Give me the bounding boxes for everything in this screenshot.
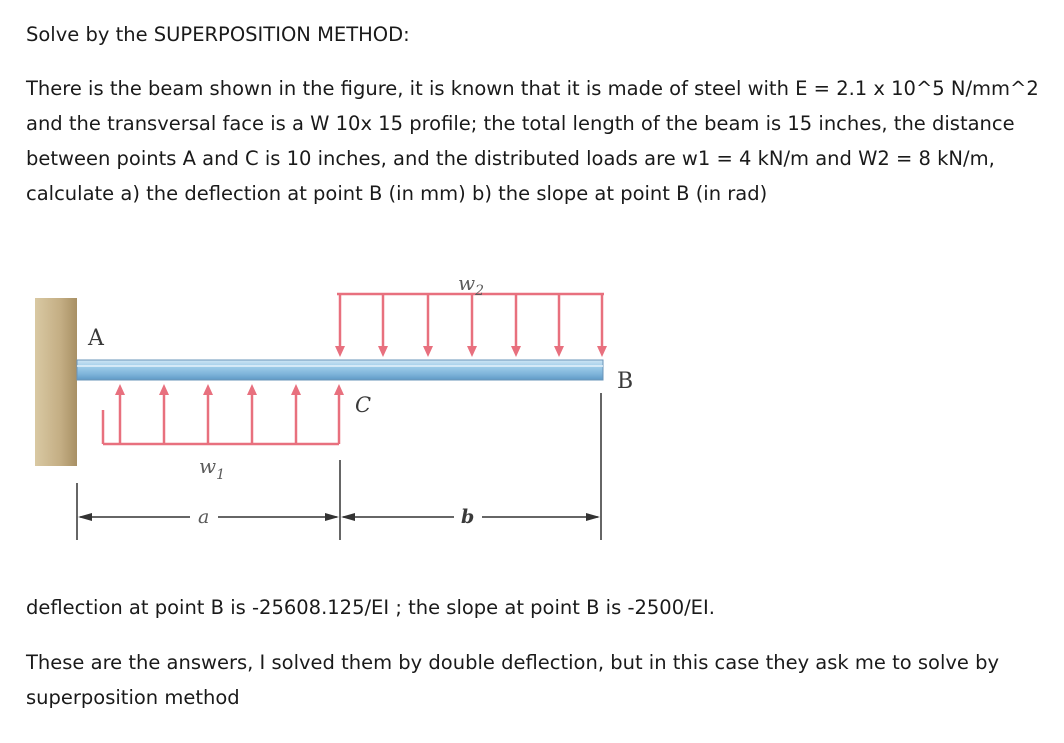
load-arrow-down (511, 294, 521, 357)
note-text: These are the answers, I solved them by double deflection, but in this case they ask me to solve by superposition method (26, 651, 1000, 709)
load-arrow-up (115, 384, 125, 444)
load-arrow-up (334, 384, 344, 444)
dimension-lines (77, 393, 601, 540)
fixed-wall (35, 298, 77, 466)
label-c: C (355, 393, 372, 417)
load-arrow-down (335, 294, 345, 357)
label-w1: $w_1$ (199, 454, 226, 483)
problem-heading: Solve by the SUPERPOSITION METHOD: (26, 23, 410, 46)
load-arrow-down (378, 294, 388, 357)
dim-label-b: b (461, 506, 475, 528)
answers-text: deflection at point B is -25608.125/EI ; the slope at point B is -2500/EI. (26, 596, 715, 619)
load-arrow-up (159, 384, 169, 444)
load-arrow-down (467, 294, 477, 357)
load-arrow-up (247, 384, 257, 444)
label-a: A (88, 326, 104, 351)
load-w1 (103, 384, 344, 444)
dim-label-a: a (198, 506, 210, 528)
beam (77, 360, 603, 380)
load-arrow-down (554, 294, 564, 357)
load-arrow-up (203, 384, 213, 444)
load-arrow-down (423, 294, 433, 357)
load-arrow-down (597, 294, 607, 357)
load-w2 (335, 294, 607, 357)
label-w2: $w_2$ (458, 271, 485, 299)
load-arrow-up (291, 384, 301, 444)
label-b: B (617, 369, 634, 394)
problem-statement: There is the beam shown in the figure, it is known that it is made of steel with E = 2.1 x 10^5 N/mm^2 and the transversal face is a W 10x 15 profile; the total length of the beam is 15 inches, the distance between points A and C is 10 inches, and the distributed loads are w1 = 4 kN/m and W2 = 8 kN/m, calculate a) the deflection at point B (in mm) b) the slope at point B (in rad) (26, 77, 1039, 205)
